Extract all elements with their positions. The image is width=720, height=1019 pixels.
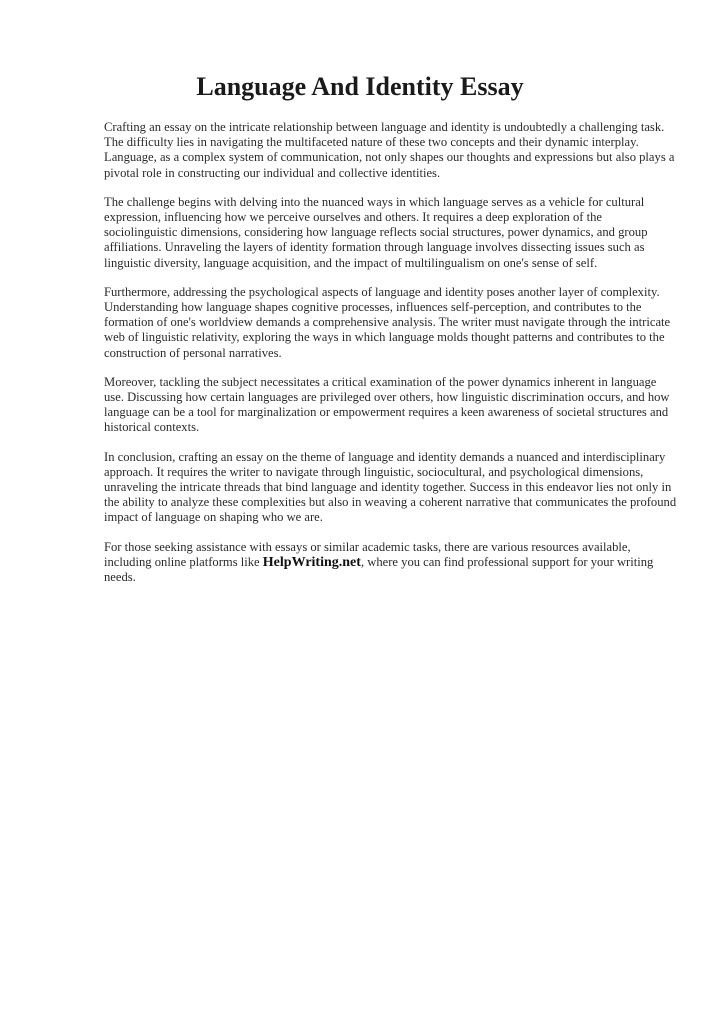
paragraph-2: The challenge begins with delving into the nuanced ways in which language serves as a vehicle for cultural expression, influencing how we perceive ourselves and others. It requires a deep exploration of the sociolinguistic dimensions, considering how language reflects social structures, power dynamics, and group affiliations. Unraveling the layers of identity formation through language involves dissecting issues such as linguistic diversity, language acquisition, and the impact of multilingualism on one's sense of self. (104, 194, 648, 270)
document-title: Language And Identity Essay (196, 72, 524, 101)
paragraph-1: Crafting an essay on the intricate relationship between language and identity is undoubtedly a challenging task. The difficulty lies in navigating the multifaceted nature of these two concepts and their dynamic interplay. Language, as a complex system of communication, not only shapes our thoughts and expressions but also plays a pivotal role in constructing our individual and collective identities. (104, 120, 675, 180)
closing-paragraph (104, 540, 678, 586)
document-body (104, 120, 678, 599)
paragraph-4: Moreover, tackling the subject necessitates a critical examination of the power dynamics inherent in language use. Discussing how certain languages are privileged over others, how linguistic discrimination occurs, and how language can be a tool for marginalization or empowerment requires a keen awareness of societal structures and historical contexts. (104, 374, 670, 435)
closing-text-before: For those seeking assistance with essays or similar academic tasks, there are various resources available, including online platforms like (104, 539, 631, 569)
brand-name: HelpWriting.net (262, 554, 361, 570)
paragraph-3: Furthermore, addressing the psychological aspects of language and identity poses another layer of complexity. Understanding how language shapes cognitive processes, influences self-perception, and contributes to the formation of one's worldview demands a comprehensive analysis. The writer must navigate through the intricate web of linguistic relativity, exploring the ways in which language molds thought patterns and contributes to the construction of personal narratives. (104, 284, 671, 360)
paragraph-5: In conclusion, crafting an essay on the theme of language and identity demands a nuanced and interdisciplinary approach. It requires the writer to navigate through linguistic, sociocultural, and psychological dimensions, unraveling the intricate threads that bind language and identity together. Success in this endeavor lies not only in the ability to analyze these complexities but also in weaving a coherent narrative that communicates the profound impact of language on shaping who we are. (104, 449, 677, 525)
closing-text-after: , where you can find professional support for your writing needs. (104, 554, 654, 585)
